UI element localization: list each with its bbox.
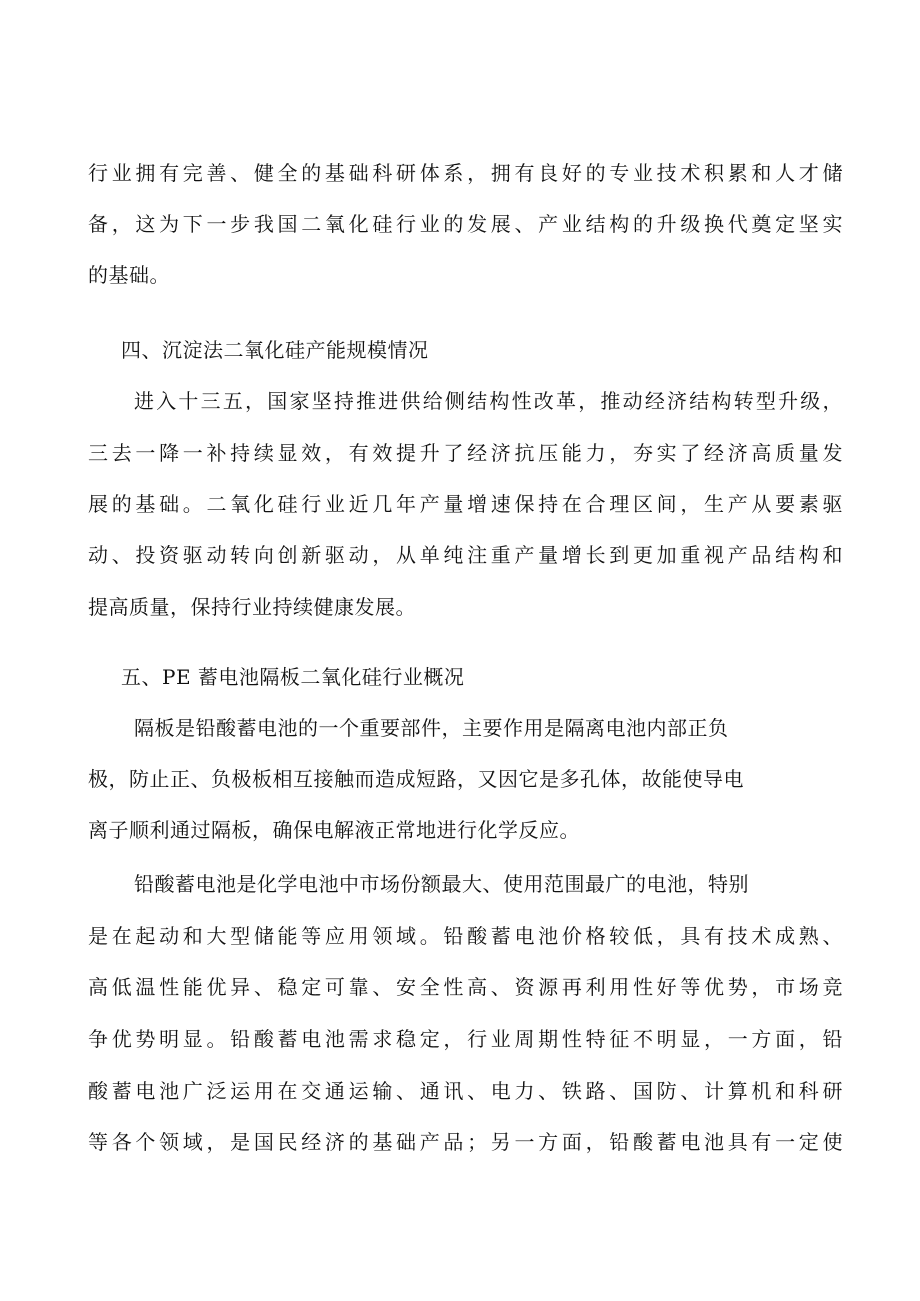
- section-heading: 五、PE 蓄电池隔板二氧化硅行业概况: [121, 665, 465, 689]
- paragraph-line: 是在起动和大型储能等应用领域。铅酸蓄电池价格较低，具有技术成熟、: [88, 924, 843, 948]
- paragraph-line: 极，防止正、负极板相互接触而造成短路，又因它是多孔体，故能使导电: [88, 767, 744, 791]
- paragraph-line: 提高质量，保持行业持续健康发展。: [88, 595, 416, 619]
- paragraph-line: 铅酸蓄电池是化学电池中市场份额最大、使用范围最广的电池，特别: [134, 872, 749, 896]
- paragraph-line: 酸蓄电池广泛运用在交通运输、通讯、电力、铁路、国防、计算机和科研: [88, 1079, 843, 1103]
- section-heading: 四、沉淀法二氧化硅产能规模情况: [121, 338, 429, 362]
- paragraph-line: 三去一降一补持续显效，有效提升了经济抗压能力，夯实了经济高质量发: [88, 441, 843, 465]
- paragraph-line: 动、投资驱动转向创新驱动，从单纯注重产量增长到更加重视产品结构和: [88, 543, 843, 567]
- paragraph-line: 展的基础。二氧化硅行业近几年产量增速保持在合理区间，生产从要素驱: [88, 492, 843, 516]
- paragraph-line: 等各个领域，是国民经济的基础产品；另一方面，铅酸蓄电池具有一定使: [88, 1130, 843, 1154]
- paragraph-line: 争优势明显。铅酸蓄电池需求稳定，行业周期性特征不明显，一方面，铅: [88, 1027, 843, 1051]
- paragraph-line: 行业拥有完善、健全的基础科研体系，拥有良好的专业技术积累和人才储: [88, 161, 843, 185]
- paragraph-line: 进入十三五，国家坚持推进供给侧结构性改革，推动经济结构转型升级，: [134, 389, 843, 413]
- paragraph-line: 离子顺利通过隔板，确保电解液正常地进行化学反应。: [88, 818, 580, 842]
- paragraph-line: 高低温性能优异、稳定可靠、安全性高、资源再利用性好等优势，市场竞: [88, 975, 843, 999]
- paragraph-line: 的基础。: [88, 263, 170, 287]
- paragraph-line: 隔板是铅酸蓄电池的一个重要部件，主要作用是隔离电池内部正负: [134, 716, 729, 740]
- paragraph-line: 备，这为下一步我国二氧化硅行业的发展、产业结构的升级换代奠定坚实: [88, 212, 843, 236]
